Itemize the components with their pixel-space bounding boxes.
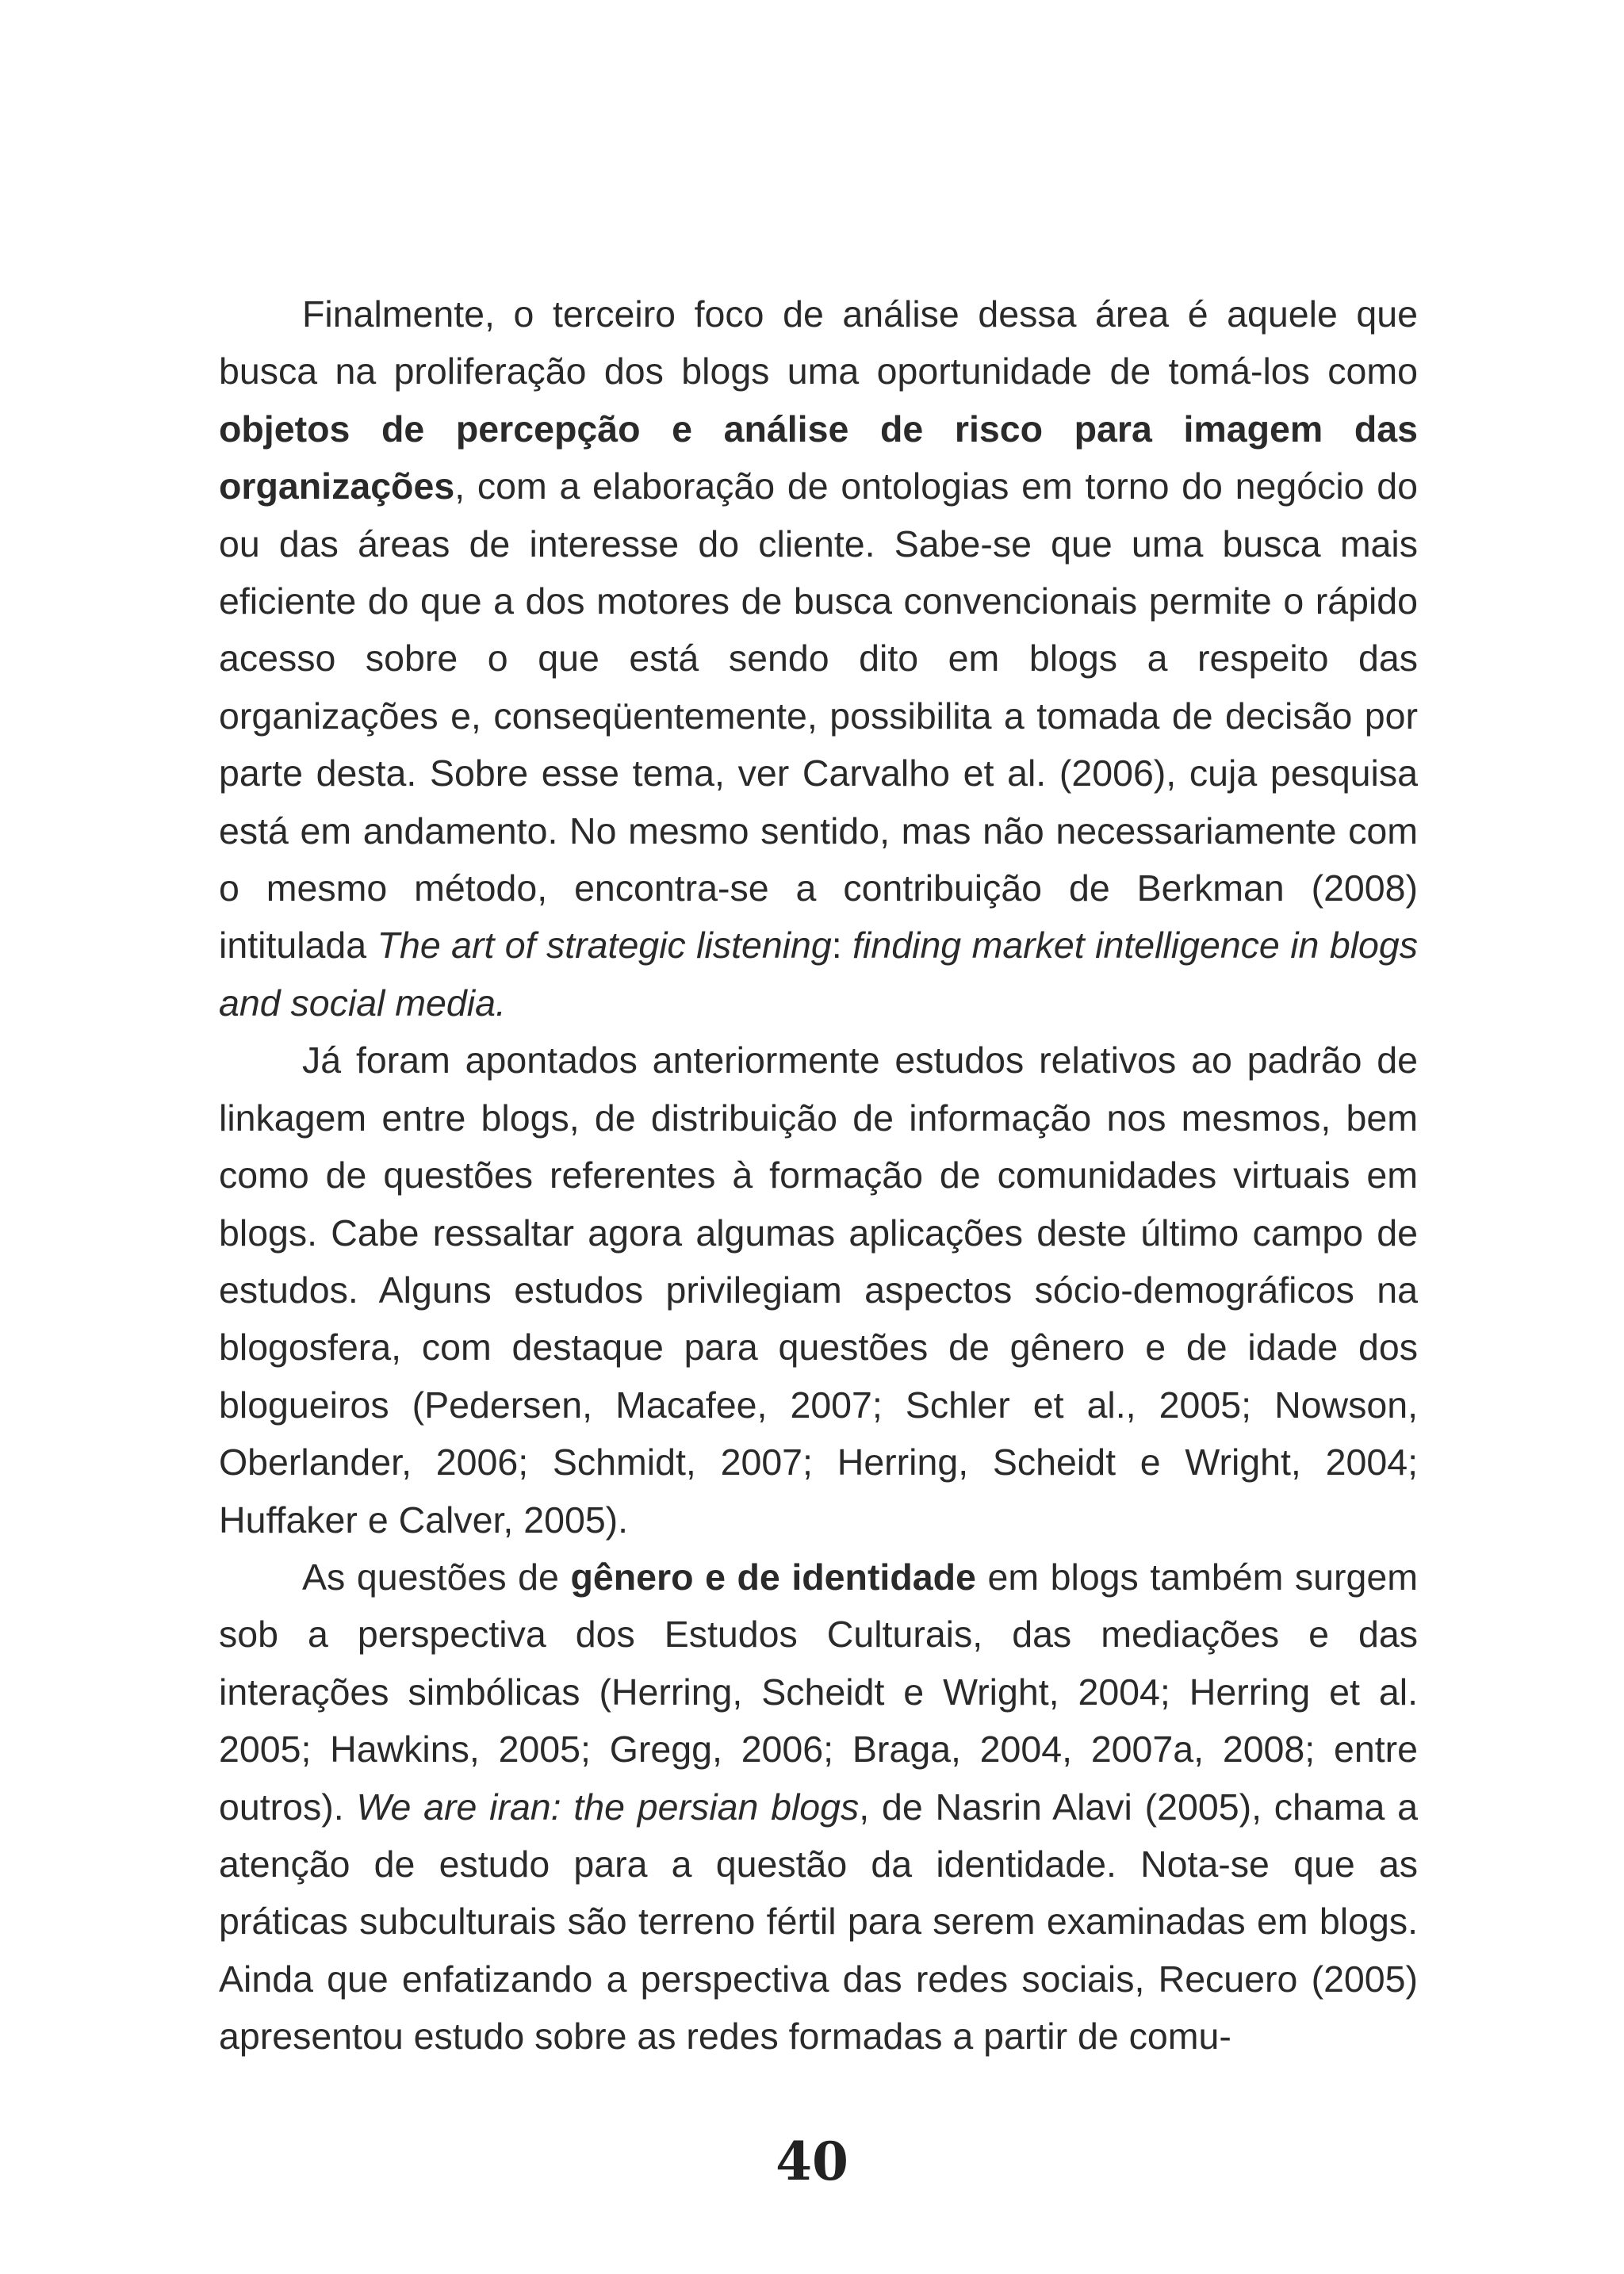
- paragraph-3-segment-2: gênero e de identidade: [570, 1556, 976, 1598]
- paragraph-3-segment-3: em blogs também surgem sob a perspectiva dos Estudos Culturais, das mediações e das interações simbólicas (Herring, Scheidt e Wright, 2004; Herring et al. 2005; Hawkins, 2005; Gregg, 2006; Braga, 2004, 2007a, 2008; entre outros).: [219, 1556, 1418, 1828]
- paragraph-3-segment-4: We are iran: the persian blogs: [356, 1786, 860, 1828]
- paragraph-1-segment-5: :: [831, 925, 853, 967]
- paragraph-1-segment-1: Finalmente, o terceiro foco de análise dessa área é aquele que busca na proliferação dos blogs uma oportunidade de tomá-los como: [219, 293, 1418, 392]
- paragraph-3: [219, 1549, 1418, 2065]
- paragraph-3-segment-5: , de Nasrin Alavi (2005), chama a atenção de estudo para a questão da identidade. Nota-se que as práticas subculturais são terreno fértil para serem examinadas em blogs. Ainda que enfatizando a perspectiva das redes sociais, Recuero (2005) apresentou estudo sobre as redes formadas a partir de comu-: [219, 1786, 1418, 2058]
- paragraph-1-segment-3: , com a elaboração de ontologias em torno do negócio do ou das áreas de interesse do cliente. Sabe-se que uma busca mais eficiente do que a dos motores de busca convencionais permite o rápido acesso sobre o que está sendo dito em blogs a respeito das organizações e, conseqüentemente, possibilita a tomada de decisão por parte desta. Sobre esse tema, ver Carvalho et al. (2006), cuja pesquisa está em andamento. No mesmo sentido, mas não necessariamente com o mesmo método, encontra-se a contribuição de Berkman (2008) intitulada: [219, 465, 1418, 967]
- paragraph-2: [219, 1032, 1418, 1549]
- paragraph-2-segment-1: Já foram apontados anteriormente estudos relativos ao padrão de linkagem entre blogs, de distribuição de informação nos mesmos, bem como de questões referentes à formação de comunidades virtuais em blogs. Cabe ressaltar agora algumas aplicações deste último campo de estudos. Alguns estudos privilegiam aspectos sócio-demográficos na blogosfera, com destaque para questões de gênero e de idade dos blogueiros (Pedersen, Macafee, 2007; Schler et al., 2005; Nowson, Oberlander, 2006; Schmidt, 2007; Herring, Scheidt e Wright, 2004; Huffaker e Calver, 2005).: [219, 1039, 1418, 1541]
- paragraph-1-segment-4: The art of strategic listening: [377, 925, 832, 967]
- paragraph-1-segment-6: finding market intelligence in blogs and social media.: [219, 925, 1418, 1024]
- paragraph-3-segment-1: As questões de: [302, 1556, 571, 1598]
- body-text: [219, 285, 1418, 2065]
- page-number: 40: [776, 2130, 848, 2192]
- paragraph-1: [219, 285, 1418, 1032]
- paragraph-1-segment-2: objetos de percepção e análise de risco para imagem das organizações: [219, 408, 1418, 507]
